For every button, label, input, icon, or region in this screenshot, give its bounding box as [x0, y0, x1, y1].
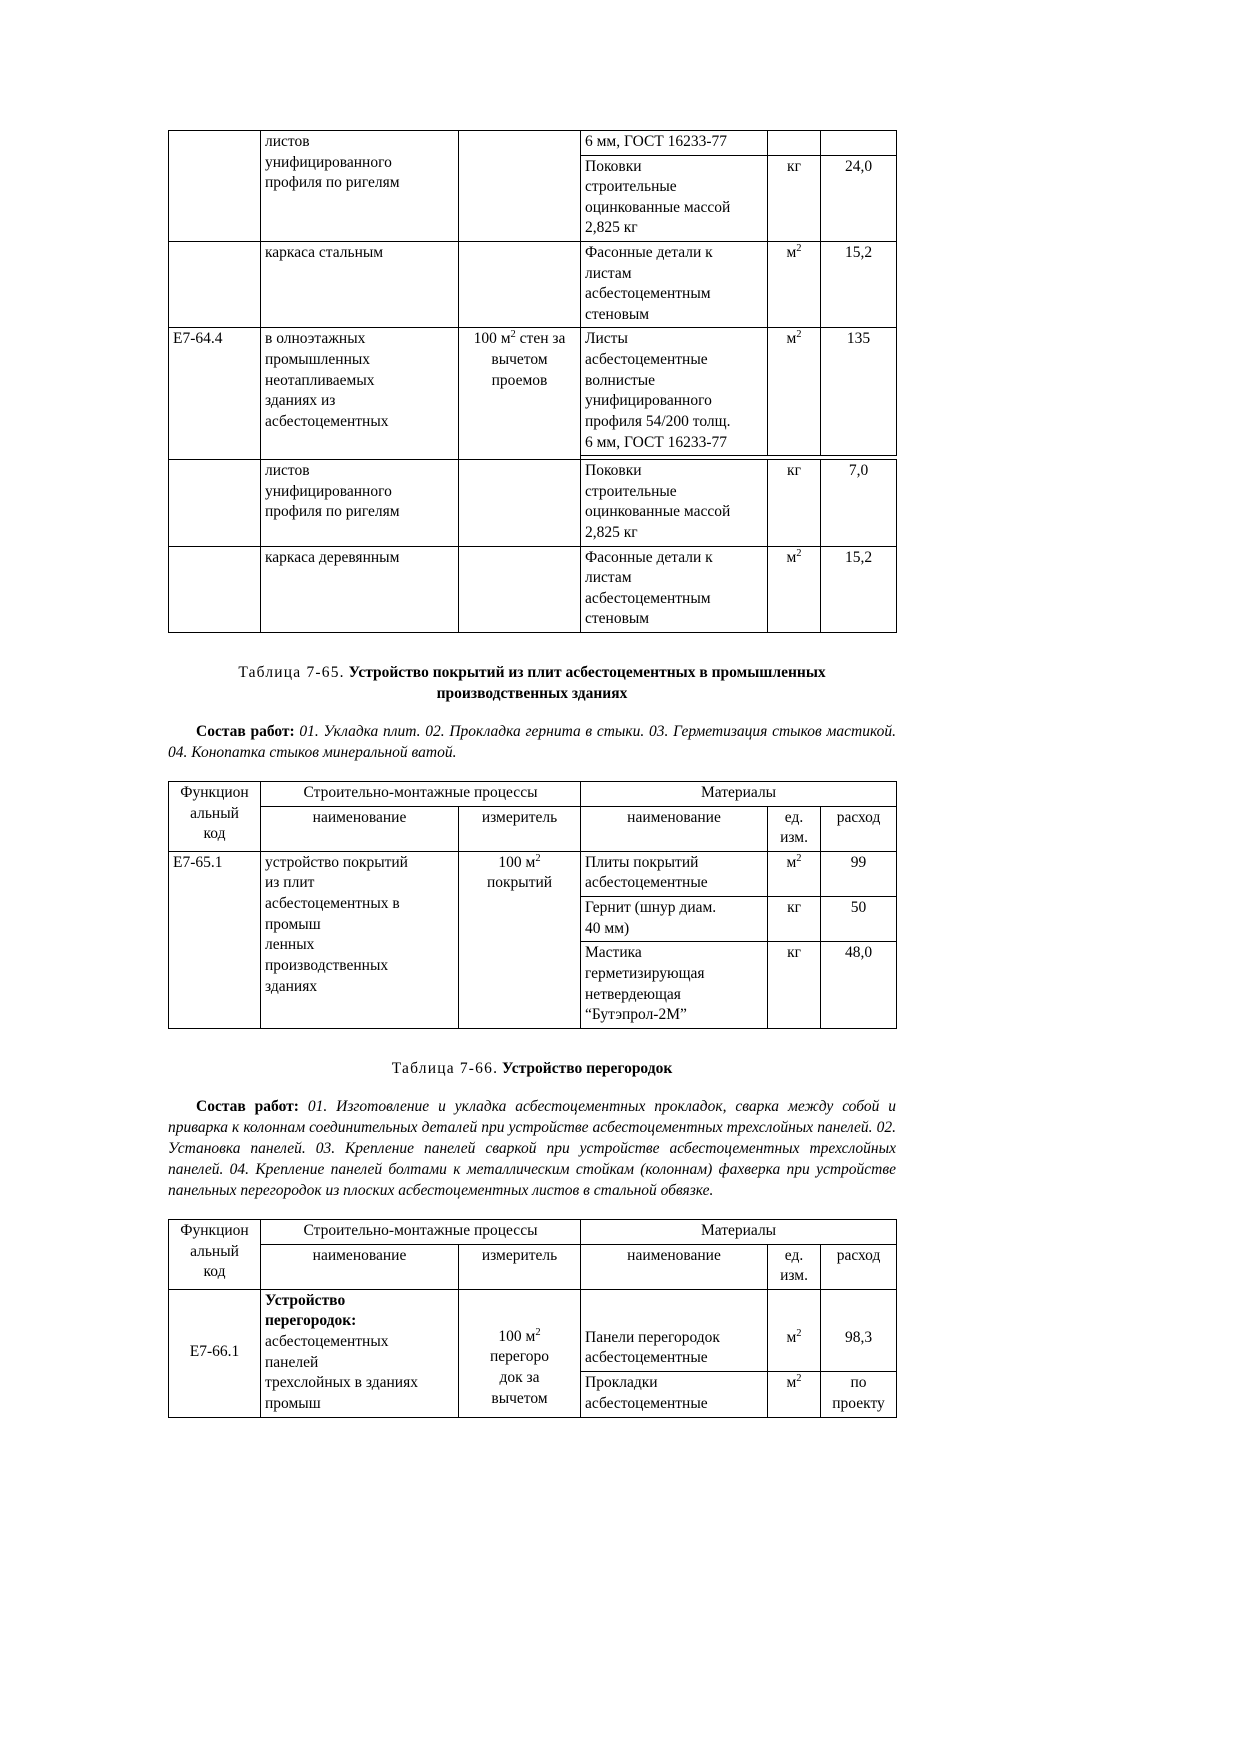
- header-material-name: наименование: [581, 1244, 768, 1289]
- material-line: Фасонные детали к: [585, 244, 713, 262]
- material-line: Плиты покрытий: [585, 853, 699, 871]
- material-line: герметизирующая: [585, 964, 705, 982]
- process-line: асбестоцементных: [265, 412, 389, 430]
- cell-material-continued: 6 мм, ГОСТ 16233-77: [581, 131, 768, 156]
- material-line: асбестоцементные: [585, 1394, 708, 1412]
- unit-superscript: 2: [796, 547, 802, 559]
- header-material-name: наименование: [581, 806, 768, 851]
- measure-line: покрытий: [486, 874, 553, 892]
- table-766-sostav: [168, 1096, 896, 1201]
- table-765-title: [168, 663, 896, 705]
- cell-measure: [459, 328, 581, 460]
- material-line: асбестоцементные: [585, 351, 708, 369]
- cell-material: [581, 328, 768, 456]
- measure-line: перегоро: [489, 1348, 550, 1366]
- cell-qty: 98,3: [821, 1289, 897, 1371]
- material-line: нетвердеющая: [585, 985, 681, 1003]
- cell-material: [581, 155, 768, 241]
- material-line: Листы: [585, 330, 628, 348]
- material-line: унифицированного: [585, 392, 712, 410]
- table-765-title-line1: Устройство покрытий из плит асбестоцементных в промышленных: [348, 664, 826, 682]
- cell-qty: 99: [821, 851, 897, 896]
- material-line: асбестоцементным: [585, 285, 711, 303]
- material-line: Панели перегородок: [585, 1328, 720, 1346]
- cell-unit: $м^2$: [768, 328, 821, 456]
- table-765-header-row-2: [169, 806, 897, 851]
- cell-qty: 15,2: [821, 546, 897, 632]
- cell-process: [261, 328, 459, 460]
- cell-process: [261, 460, 459, 546]
- spacer: [168, 1029, 896, 1059]
- header-process-name: наименование: [261, 806, 459, 851]
- spacer: [168, 763, 896, 781]
- table-766-title: [168, 1059, 896, 1080]
- cell-unit: кг: [768, 897, 821, 942]
- unit-superscript: 2: [796, 329, 802, 341]
- document-page: [168, 0, 896, 1418]
- sostav-label: Состав работ:: [196, 1097, 299, 1115]
- cell-unit: кг: [768, 942, 821, 1028]
- sostav-label: Состав работ:: [196, 722, 295, 740]
- header-group-materials: Материалы: [581, 1220, 897, 1245]
- measure-line: проемов: [491, 371, 548, 389]
- cell-material: [581, 460, 768, 546]
- process-line: унифицированного: [265, 153, 392, 171]
- header-measure: измеритель: [459, 1244, 581, 1289]
- table-766-title-label: Таблица 7-66.: [391, 1059, 499, 1077]
- process-line: ленных: [265, 936, 315, 954]
- cell-material: [581, 851, 768, 896]
- cell-measure: [459, 460, 581, 546]
- cell-measure: [459, 1289, 581, 1417]
- cell-material: [581, 897, 768, 942]
- process-line-bold: Устройство: [265, 1291, 346, 1309]
- table-765-sostav: [168, 721, 896, 763]
- header-unit: ед. изм.: [768, 1244, 821, 1289]
- measure-line: 100 $м^2$: [498, 1326, 541, 1345]
- spacer: [168, 633, 896, 663]
- process-line: в олноэтажных: [265, 330, 366, 348]
- process-line-bold: перегородок:: [265, 1312, 357, 1330]
- material-line: асбестоцементные: [585, 874, 708, 892]
- process-line: промыш: [265, 1394, 321, 1412]
- header-unit: ед. изм.: [768, 806, 821, 851]
- cell-process: каркаса деревянным: [261, 546, 459, 632]
- material-line: профиля 54/200 толщ.: [585, 412, 731, 430]
- spacer: [168, 1201, 896, 1219]
- cell-code: Е7-66.1: [169, 1289, 261, 1417]
- process-line: зданиях из: [265, 392, 336, 410]
- material-line: Фасонные детали к: [585, 548, 713, 566]
- material-line: “Бутэпрол-2М”: [585, 1006, 687, 1024]
- table-765-header-row-1: [169, 782, 897, 807]
- measure-line: вычетом: [491, 1389, 548, 1407]
- table-row: [169, 1289, 897, 1371]
- cell-code: Е7-65.1: [169, 851, 261, 1028]
- material-line: Гернит (шнур диам.: [585, 899, 717, 917]
- process-line: промыш: [265, 915, 321, 933]
- process-line: панелей: [265, 1353, 319, 1371]
- cell-process: каркаса стальным: [261, 242, 459, 328]
- material-line: листам: [585, 264, 632, 282]
- table-continued-top: [168, 130, 897, 633]
- header-measure: измеритель: [459, 806, 581, 851]
- cell-unit: $м^2$: [768, 546, 821, 632]
- measure-line: док за: [499, 1369, 540, 1387]
- table-row: [169, 851, 897, 896]
- header-group-materials: Материалы: [581, 782, 897, 807]
- cell-unit: кг: [768, 155, 821, 241]
- material-line: волнистые: [585, 371, 656, 389]
- material-line: строительные: [585, 482, 677, 500]
- cell-material: [581, 242, 768, 328]
- header-qty: расход: [821, 1244, 897, 1289]
- cell-code: [169, 131, 261, 242]
- cell-code: [169, 242, 261, 328]
- table-766-header-row-2: [169, 1244, 897, 1289]
- header-qty: расход: [821, 806, 897, 851]
- cell-measure: [459, 851, 581, 1028]
- sostav-text: 01. Изготовление и укладка асбестоцементных прокладок, сварка между собой и приварка к колоннам соединительных деталей при устройстве асбестоцементных трехслойных панелей. 02. Установка панелей. 03. Крепление панелей сваркой при устройстве асбестоцементных трехслойных панелей. 04. Крепление панелей болтами к металлическим стойкам (колоннам) фахверка при устройстве панельных перегородок из плоских асбестоцементных листов в стальной обвязке.: [168, 1097, 896, 1199]
- cell-qty: 24,0: [821, 155, 897, 241]
- material-line: строительные: [585, 178, 677, 196]
- process-line: профиля по ригелям: [265, 503, 400, 521]
- material-line: 40 мм): [585, 919, 630, 937]
- process-line: неотапливаемых: [265, 371, 375, 389]
- process-line: профиля по ригелям: [265, 174, 400, 192]
- table-766-header-row-1: [169, 1220, 897, 1245]
- cell-material: [581, 546, 768, 632]
- cell-qty: [821, 131, 897, 156]
- process-line: трехслойных в зданиях: [265, 1374, 418, 1392]
- measure-line: вычетом: [491, 351, 548, 369]
- material-line: стеновым: [585, 305, 650, 323]
- cell-code: [169, 546, 261, 632]
- process-line: зданиях: [265, 977, 318, 995]
- material-line: 2,825 кг: [585, 219, 638, 237]
- process-line: устройство покрытий: [265, 853, 408, 871]
- material-line: оцинкованные массой: [585, 503, 731, 521]
- process-line: производственных: [265, 956, 389, 974]
- table-row: [169, 546, 897, 632]
- spacer: [168, 1080, 896, 1096]
- table-row: [169, 131, 897, 156]
- unit-superscript: 2: [796, 1327, 802, 1339]
- cell-unit: [768, 131, 821, 156]
- table-766: [168, 1219, 897, 1417]
- cell-qty: 48,0: [821, 942, 897, 1028]
- cell-qty: 50: [821, 897, 897, 942]
- process-line: из плит: [265, 874, 315, 892]
- cell-code: Е7-64.4: [169, 328, 261, 460]
- cell-material: [581, 1372, 768, 1417]
- cell-process: [261, 1289, 459, 1417]
- material-line: Прокладки: [585, 1374, 658, 1392]
- table-765: [168, 781, 897, 1029]
- measure-line: 100 $м^2$: [498, 852, 541, 871]
- cell-qty: 15,2: [821, 242, 897, 328]
- cell-material: [581, 942, 768, 1028]
- cell-unit: $м^2$: [768, 242, 821, 328]
- unit-superscript: 2: [796, 1373, 802, 1385]
- qty-line: по: [850, 1374, 867, 1392]
- table-row: [169, 242, 897, 328]
- material-line: оцинкованные массой: [585, 198, 731, 216]
- cell-qty: 7,0: [821, 460, 897, 546]
- header-group-processes: Строительно-монтажные процессы: [261, 782, 581, 807]
- header-process-name: наименование: [261, 1244, 459, 1289]
- cell-measure: [459, 546, 581, 632]
- measure-pad: [463, 1291, 576, 1327]
- cell-qty: 135: [821, 328, 897, 456]
- header-group-processes: Строительно-монтажные процессы: [261, 1220, 581, 1245]
- cell-measure: [459, 242, 581, 328]
- cell-measure: [459, 131, 581, 242]
- cell-code: [169, 460, 261, 546]
- material-line: листам: [585, 569, 632, 587]
- cell-qty: [821, 1372, 897, 1417]
- sostav-text: 01. Укладка плит. 02. Прокладка гернита в стыки. 03. Герметизация стыков мастикой. 04. Конопатка стыков минеральной ватой.: [168, 722, 896, 761]
- cell-unit: $м^2$: [768, 1372, 821, 1417]
- page-top-spacer: [168, 0, 896, 130]
- cell-process: [261, 851, 459, 1028]
- table-766-title-line1: Устройство перегородок: [502, 1059, 673, 1077]
- table-row: [169, 328, 897, 456]
- unit-superscript: 2: [796, 852, 802, 864]
- unit-superscript: 2: [796, 242, 802, 254]
- material-line: 6 мм, ГОСТ 16233-77: [585, 433, 728, 451]
- spacer: [168, 705, 896, 721]
- cell-unit: $м^2$: [768, 851, 821, 896]
- qty-line: проекту: [832, 1394, 885, 1412]
- table-765-title-line2: производственных зданиях: [436, 684, 628, 702]
- material-line: Мастика: [585, 944, 642, 962]
- cell-unit: $м^2$: [768, 1289, 821, 1371]
- cell-material: [581, 1289, 768, 1371]
- process-line: асбестоцементных в: [265, 895, 400, 913]
- cell-unit: кг: [768, 460, 821, 546]
- material-line: стеновым: [585, 610, 650, 628]
- process-line: асбестоцементных: [265, 1333, 389, 1351]
- header-code: Функцион альный код: [169, 1220, 261, 1290]
- material-line: Поковки: [585, 462, 642, 480]
- table-row: [169, 460, 897, 546]
- measure-line: 100 $м^2$ стен за: [473, 329, 566, 348]
- process-line: промышленных: [265, 351, 371, 369]
- material-line: 2,825 кг: [585, 523, 638, 541]
- process-line: листов: [265, 133, 310, 150]
- material-line: Поковки: [585, 157, 642, 175]
- cell-process: [261, 131, 459, 242]
- material-line: асбестоцементным: [585, 589, 711, 607]
- header-code: Функцион альный код: [169, 782, 261, 852]
- process-line: листов: [265, 462, 310, 480]
- material-line: асбестоцементные: [585, 1349, 708, 1367]
- process-line: унифицированного: [265, 482, 392, 500]
- table-765-title-label: Таблица 7-65.: [238, 664, 345, 682]
